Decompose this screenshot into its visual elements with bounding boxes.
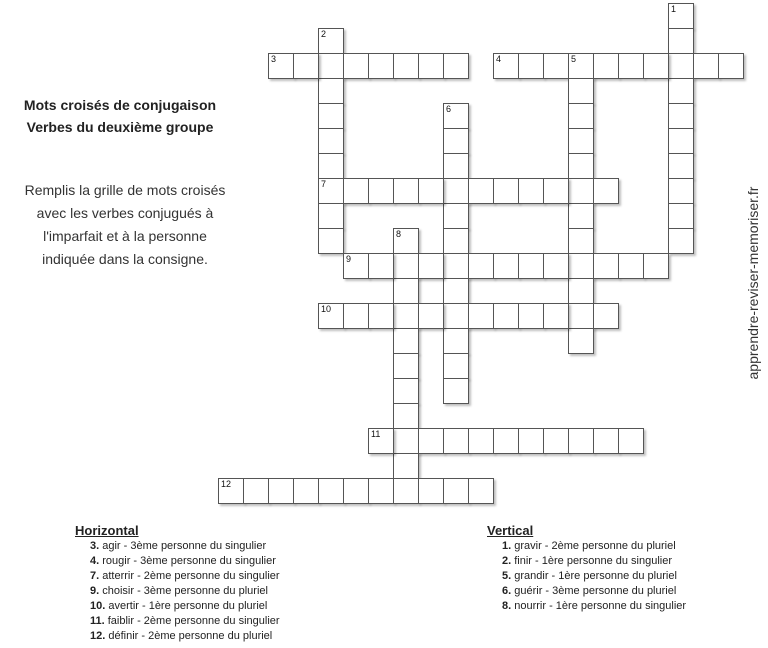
clue-number-label: 10 (321, 304, 332, 314)
grid-cell[interactable] (618, 53, 644, 79)
grid-cell[interactable] (393, 228, 419, 254)
clue-item (487, 554, 686, 569)
clue-number: 10. (90, 600, 106, 612)
grid-cell[interactable] (443, 353, 469, 379)
grid-cell[interactable] (268, 53, 294, 79)
grid-cell[interactable] (443, 478, 469, 504)
horizontal-clues (75, 523, 280, 644)
clue-number-label: 1 (671, 4, 677, 14)
grid-cell[interactable] (343, 303, 369, 329)
clue-number-label: 11 (371, 429, 381, 439)
clue-number: 7. (90, 570, 100, 582)
grid-cell[interactable] (343, 253, 369, 279)
clue-number: 4. (90, 555, 100, 567)
title-line-2: Verbes du deuxième groupe (26, 119, 214, 135)
grid-cell[interactable] (518, 428, 544, 454)
grid-cell[interactable] (393, 453, 419, 479)
grid-cell[interactable] (568, 303, 594, 329)
grid-cell[interactable] (443, 253, 469, 279)
clue-text: faiblir - 2ème personne du singulier (107, 615, 280, 627)
grid-cell[interactable] (293, 478, 319, 504)
grid-cell[interactable] (393, 353, 419, 379)
grid-cell[interactable] (568, 253, 594, 279)
grid-cell[interactable] (468, 253, 494, 279)
grid-cell[interactable] (393, 428, 419, 454)
grid-cell[interactable] (318, 228, 344, 254)
clue-number-label: 9 (346, 254, 352, 264)
grid-cell[interactable] (518, 53, 544, 79)
grid-cell[interactable] (543, 253, 569, 279)
grid-cell[interactable] (343, 178, 369, 204)
clue-item (487, 539, 686, 554)
clue-text: définir - 2ème personne du pluriel (108, 630, 273, 642)
grid-cell[interactable] (393, 253, 419, 279)
clue-item (75, 584, 280, 599)
grid-cell[interactable] (318, 78, 344, 104)
grid-cell[interactable] (568, 228, 594, 254)
grid-cell[interactable] (643, 253, 669, 279)
grid-cell[interactable] (318, 478, 344, 504)
grid-cell[interactable] (568, 328, 594, 354)
grid-cell[interactable] (443, 378, 469, 404)
grid-cell[interactable] (643, 53, 669, 79)
grid-cell[interactable] (318, 203, 344, 229)
clue-text: rougir - 3ème personne du singulier (102, 555, 276, 567)
clue-text: avertir - 1ère personne du pluriel (108, 600, 268, 612)
clue-number: 2. (502, 555, 512, 567)
grid-cell[interactable] (493, 303, 519, 329)
grid-cell[interactable] (318, 28, 344, 54)
grid-cell[interactable] (393, 403, 419, 429)
grid-cell[interactable] (418, 178, 444, 204)
grid-cell[interactable] (443, 153, 469, 179)
grid-cell[interactable] (443, 328, 469, 354)
grid-cell[interactable] (568, 278, 594, 304)
grid-cell[interactable] (468, 428, 494, 454)
grid-cell[interactable] (668, 78, 694, 104)
grid-cell[interactable] (568, 78, 594, 104)
grid-cell[interactable] (443, 128, 469, 154)
grid-cell[interactable] (668, 53, 694, 79)
grid-cell[interactable] (468, 178, 494, 204)
grid-cell[interactable] (443, 303, 469, 329)
instruction-line: l'imparfait et à la personne (43, 228, 207, 244)
clue-text: gravir - 2ème personne du pluriel (514, 540, 676, 552)
grid-cell[interactable] (218, 478, 244, 504)
grid-cell[interactable] (418, 253, 444, 279)
grid-cell[interactable] (318, 153, 344, 179)
grid-cell[interactable] (493, 53, 519, 79)
grid-cell[interactable] (518, 178, 544, 204)
grid-cell[interactable] (443, 103, 469, 129)
grid-cell[interactable] (618, 253, 644, 279)
grid-cell[interactable] (268, 478, 294, 504)
clue-number: 11. (90, 615, 105, 627)
grid-cell[interactable] (543, 53, 569, 79)
clue-number-label: 8 (396, 229, 402, 239)
grid-cell[interactable] (443, 178, 469, 204)
clue-number-label: 4 (496, 54, 502, 64)
grid-cell[interactable] (393, 378, 419, 404)
clue-item (75, 629, 280, 644)
grid-cell[interactable] (368, 253, 394, 279)
instruction-line: avec les verbes conjugués à (36, 205, 214, 221)
grid-cell[interactable] (543, 178, 569, 204)
grid-cell[interactable] (668, 28, 694, 54)
clue-text: guérir - 3ème personne du pluriel (514, 585, 677, 597)
grid-cell[interactable] (668, 3, 694, 29)
clue-number: 1. (502, 540, 512, 552)
grid-cell[interactable] (568, 103, 594, 129)
clue-text: atterrir - 2ème personne du singulier (102, 570, 280, 582)
grid-cell[interactable] (243, 478, 269, 504)
website-label: apprendre-reviser-memoriser.fr (745, 186, 761, 380)
grid-cell[interactable] (468, 478, 494, 504)
grid-cell[interactable] (318, 303, 344, 329)
clue-item (75, 569, 280, 584)
grid-cell[interactable] (343, 478, 369, 504)
vertical-heading: Vertical (487, 523, 534, 538)
grid-cell[interactable] (568, 203, 594, 229)
grid-cell[interactable] (468, 303, 494, 329)
grid-cell[interactable] (568, 128, 594, 154)
grid-cell[interactable] (318, 128, 344, 154)
grid-cell[interactable] (493, 253, 519, 279)
clue-number: 9. (90, 585, 100, 597)
clue-item (487, 584, 686, 599)
grid-cell[interactable] (393, 303, 419, 329)
clue-number: 6. (502, 585, 512, 597)
grid-cell[interactable] (368, 478, 394, 504)
grid-cell[interactable] (443, 278, 469, 304)
grid-cell[interactable] (418, 303, 444, 329)
grid-cell[interactable] (593, 178, 619, 204)
clue-number-label: 7 (321, 179, 327, 189)
grid-cell[interactable] (668, 178, 694, 204)
grid-cell[interactable] (668, 103, 694, 129)
grid-cell[interactable] (668, 228, 694, 254)
grid-cell[interactable] (393, 478, 419, 504)
clue-item (75, 539, 280, 554)
grid-cell[interactable] (318, 53, 344, 79)
grid-cell[interactable] (368, 303, 394, 329)
clue-text: agir - 3ème personne du singulier (102, 540, 267, 552)
grid-cell[interactable] (668, 153, 694, 179)
grid-cell[interactable] (668, 203, 694, 229)
grid-cell[interactable] (493, 178, 519, 204)
grid-cell[interactable] (368, 53, 394, 79)
grid-cell[interactable] (393, 328, 419, 354)
grid-cell[interactable] (418, 428, 444, 454)
grid-cell[interactable] (593, 53, 619, 79)
clue-text: choisir - 3ème personne du pluriel (102, 585, 268, 597)
grid-cell[interactable] (543, 428, 569, 454)
vertical-clues (487, 523, 686, 614)
clue-number: 12. (90, 630, 106, 642)
grid-cell[interactable] (318, 103, 344, 129)
grid-cell[interactable] (518, 253, 544, 279)
clue-number: 8. (502, 600, 512, 612)
grid-cell[interactable] (293, 53, 319, 79)
clue-item (75, 554, 280, 569)
instruction-line: indiquée dans la consigne. (42, 251, 208, 267)
grid-cell[interactable] (568, 428, 594, 454)
grid-cell[interactable] (543, 303, 569, 329)
grid-cell[interactable] (318, 178, 344, 204)
grid-cell[interactable] (393, 178, 419, 204)
clue-text: grandir - 1ère personne du pluriel (514, 570, 677, 582)
grid-cell[interactable] (343, 53, 369, 79)
grid-cell[interactable] (443, 203, 469, 229)
grid-cell[interactable] (568, 178, 594, 204)
grid-cell[interactable] (493, 428, 519, 454)
grid-cell[interactable] (593, 253, 619, 279)
grid-cell[interactable] (568, 153, 594, 179)
grid-cell[interactable] (593, 428, 619, 454)
grid-cell[interactable] (718, 53, 744, 79)
grid-cell[interactable] (443, 53, 469, 79)
clue-number-label: 12 (221, 479, 232, 489)
clue-number-label: 2 (321, 29, 327, 39)
grid-cell[interactable] (593, 303, 619, 329)
grid-cell[interactable] (418, 53, 444, 79)
clue-number-label: 5 (571, 54, 577, 64)
clue-text: finir - 1ère personne du singulier (514, 555, 673, 567)
instruction-line: Remplis la grille de mots croisés (24, 182, 226, 198)
clue-item (75, 614, 280, 629)
grid-cell[interactable] (668, 128, 694, 154)
clue-number: 3. (90, 540, 100, 552)
clue-item (487, 569, 686, 584)
grid-cell[interactable] (443, 428, 469, 454)
clue-text: nourrir - 1ère personne du singulier (514, 600, 687, 612)
title-line-1: Mots croisés de conjugaison (23, 97, 217, 113)
clue-number: 5. (502, 570, 512, 582)
grid-cell[interactable] (618, 428, 644, 454)
grid-cell[interactable] (393, 278, 419, 304)
clue-number-label: 3 (271, 54, 277, 64)
grid-cell[interactable] (693, 53, 719, 79)
grid-cell[interactable] (393, 53, 419, 79)
grid-cell[interactable] (368, 428, 394, 454)
grid-cell[interactable] (368, 178, 394, 204)
grid-cell[interactable] (418, 478, 444, 504)
clue-item (75, 599, 280, 614)
clue-number-label: 6 (446, 104, 452, 114)
horizontal-heading: Horizontal (75, 523, 139, 538)
grid-cell[interactable] (443, 228, 469, 254)
clue-item (487, 599, 686, 614)
grid-cell[interactable] (568, 53, 594, 79)
grid-cell[interactable] (518, 303, 544, 329)
